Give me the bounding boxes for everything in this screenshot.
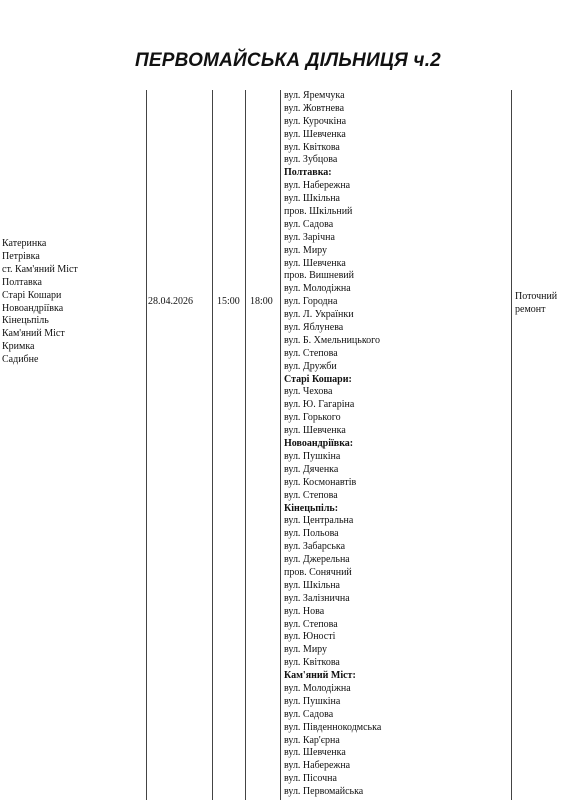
work-type-line: ремонт (515, 304, 546, 315)
street-name: вул. Кар'єрна (284, 734, 340, 746)
street-name: вул. Степова (284, 618, 338, 630)
settlement-name: Полтавка (2, 276, 42, 288)
column-divider (511, 90, 512, 800)
street-name: вул. Шевченка (284, 128, 346, 140)
settlement-header: Старі Кошари: (284, 373, 352, 385)
settlement-name: Кам'яний Міст (2, 328, 65, 340)
street-name: вул. Юності (284, 631, 336, 643)
street-name: пров. Шкільний (284, 206, 353, 218)
street-name: вул. Залізнична (284, 592, 350, 604)
street-name: вул. Квіткова (284, 657, 340, 669)
street-name: вул. Шкільна (284, 579, 340, 591)
settlement-header: Кінецьпіль: (284, 502, 339, 514)
work-type-line: Поточний (515, 291, 558, 302)
street-name: вул. Чехова (284, 386, 333, 398)
date-cell: 28.04.2026 (148, 296, 193, 307)
street-name: вул. Городна (284, 296, 338, 308)
street-name: вул. Космонавтів (284, 476, 357, 488)
column-divider (280, 90, 281, 800)
street-name: вул. Пушкіна (284, 695, 341, 707)
street-name: вул. Горького (284, 412, 341, 424)
street-name: вул. Степова (284, 489, 338, 501)
street-name: вул. Нова (284, 605, 325, 617)
street-name: вул. Квіткова (284, 141, 340, 153)
settlement-name: Кримка (2, 341, 35, 353)
street-name: вул. Молодіжна (284, 283, 351, 295)
end-time-cell: 18:00 (250, 296, 273, 307)
settlement-header: Кам'яний Міст: (284, 670, 356, 682)
settlement-name: Катеринка (2, 238, 47, 249)
settlement-header: Новоандріївка: (284, 438, 354, 450)
street-name: вул. Шевченка (284, 257, 346, 269)
street-name: вул. Дружби (284, 360, 337, 372)
street-name: вул. Яблунева (284, 322, 344, 334)
column-divider (146, 90, 147, 800)
start-time-cell: 15:00 (217, 296, 240, 307)
street-name: вул. Пушкіна (284, 450, 341, 462)
street-name: вул. Центральна (284, 515, 354, 527)
street-name: вул. Польова (284, 528, 339, 540)
column-divider (212, 90, 213, 800)
street-name: вул. Курочкіна (284, 115, 347, 127)
settlement-name: Кінецьпіль (2, 315, 49, 327)
street-name: вул. Зарічна (284, 231, 335, 243)
street-name: вул. Яремчука (284, 90, 345, 101)
street-name: пров. Вишневий (284, 270, 355, 282)
street-name: вул. Садова (284, 218, 334, 230)
street-name: вул. Молодіжна (284, 682, 351, 694)
street-name: вул. Жовтнева (284, 102, 345, 114)
street-name: вул. Набережна (284, 760, 351, 772)
settlement-name: Петрівка (2, 250, 40, 262)
street-name: вул. Степова (284, 347, 338, 359)
page-title: ПЕРВОМАЙСЬКА ДІЛЬНИЦЯ ч.2 (135, 50, 441, 71)
outage-table (0, 90, 574, 800)
street-name: вул. Набережна (284, 180, 351, 192)
street-name: вул. Південнокодмська (284, 721, 382, 733)
street-name: вул. Дяченка (284, 463, 339, 475)
settlement-name: Новоандріївка (2, 302, 64, 314)
settlement-header: Полтавка: (284, 167, 332, 179)
settlements-cell (2, 238, 78, 367)
street-name: пров. Сонячний (284, 566, 352, 578)
street-name: вул. Садова (284, 708, 334, 720)
streets-cell (284, 90, 381, 799)
settlement-name: ст. Кам'яний Міст (2, 263, 78, 275)
street-name: вул. Джерельна (284, 554, 350, 566)
street-name: вул. Миру (284, 644, 328, 656)
column-divider (245, 90, 246, 800)
street-name: вул. Шевченка (284, 747, 346, 759)
street-name: вул. Шкільна (284, 193, 340, 205)
street-name: вул. Первомайська (284, 786, 364, 798)
street-name: вул. Ю. Гагаріна (284, 399, 355, 411)
street-name: вул. Шевченка (284, 425, 346, 437)
settlement-name: Садибне (2, 354, 39, 366)
work-type-cell (515, 290, 557, 316)
street-name: вул. Пісочна (284, 773, 337, 785)
settlement-name: Старі Кошари (2, 289, 62, 301)
street-name: вул. Забарська (284, 541, 346, 553)
street-name: вул. Миру (284, 244, 328, 256)
street-name: вул. Зубцова (284, 154, 338, 166)
street-name: вул. Б. Хмельницького (284, 334, 381, 346)
street-name: вул. Л. Українки (284, 309, 354, 321)
